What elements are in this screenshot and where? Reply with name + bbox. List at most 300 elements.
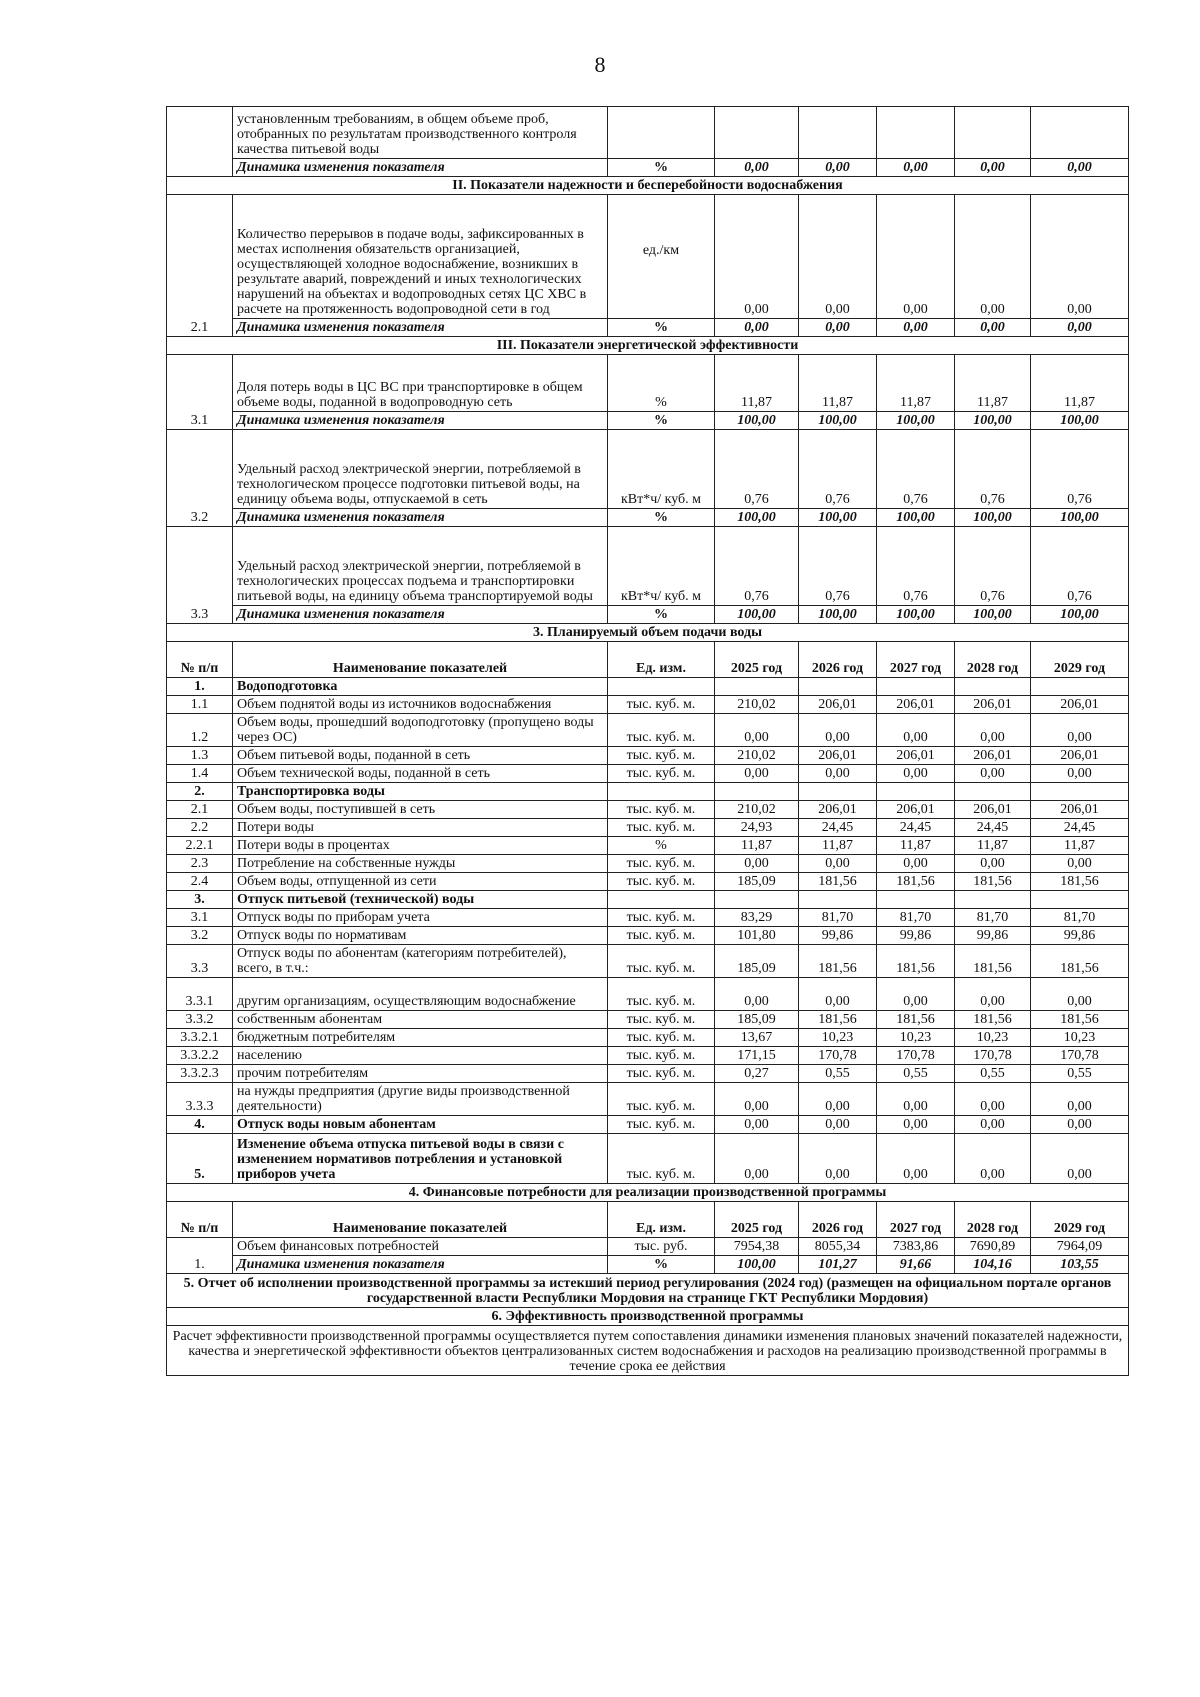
unit-cell — [608, 891, 715, 909]
value-cell: 0,76 — [877, 430, 955, 509]
unit-cell: тыс. куб. м. — [608, 1029, 715, 1047]
row-number: 3.1 — [167, 355, 233, 430]
value-cell — [1031, 678, 1129, 696]
row-number: 2.3 — [167, 855, 233, 873]
value-cell: 0,55 — [955, 1065, 1031, 1083]
row-number: 1. — [167, 1238, 233, 1274]
value-cell: 10,23 — [877, 1029, 955, 1047]
value-cell: 0,00 — [955, 714, 1031, 747]
value-cell — [1031, 783, 1129, 801]
value-cell: 0,00 — [1031, 765, 1129, 783]
data-row — [167, 1011, 1129, 1029]
value-cell: 170,78 — [1031, 1047, 1129, 1065]
data-row — [167, 696, 1129, 714]
dynamics-unit: % — [608, 509, 715, 527]
value-cell: 181,56 — [877, 873, 955, 891]
value-cell: 206,01 — [799, 801, 877, 819]
value-cell: 7383,86 — [877, 1238, 955, 1256]
section-title: II. Показатели надежности и бесперебойности водоснабжения — [167, 177, 1129, 195]
value-cell: 83,29 — [715, 909, 799, 927]
unit-cell: тыс. куб. м. — [608, 1083, 715, 1116]
row-number: 3.3.2 — [167, 1011, 233, 1029]
value-cell: 206,01 — [955, 747, 1031, 765]
value-cell: 181,56 — [955, 945, 1031, 978]
empty-cell — [799, 107, 877, 159]
value-cell: 10,23 — [955, 1029, 1031, 1047]
unit-cell: тыс. куб. м. — [608, 978, 715, 1011]
value-cell: 7954,38 — [715, 1238, 799, 1256]
efficiency-text: Расчет эффективности производственной программы осуществляется путем сопоставления динамики изменения плановых значений показателей надежности, качества и энергетической эффективности объектов централизованных систем водоснабжения и расходов на реализацию производственной программы в течение срока ее действия — [167, 1326, 1129, 1376]
value-cell: 0,00 — [1031, 978, 1129, 1011]
dynamics-value: 103,55 — [1031, 1256, 1129, 1274]
value-cell: 0,76 — [799, 527, 877, 606]
unit-cell: тыс. куб. м. — [608, 714, 715, 747]
indicator-text: Отпуск воды по абонентам (категориям потребителей), всего, в т.ч.: — [233, 945, 608, 978]
value-cell: 206,01 — [877, 801, 955, 819]
section-title-row — [167, 337, 1129, 355]
value-cell — [877, 891, 955, 909]
data-row — [167, 765, 1129, 783]
data-row — [167, 978, 1129, 1011]
data-row — [167, 1238, 1129, 1256]
dynamics-row — [167, 319, 1129, 337]
value-cell: 0,00 — [715, 855, 799, 873]
indicator-text: населению — [233, 1047, 608, 1065]
value-cell: 181,56 — [799, 1011, 877, 1029]
value-cell: 0,00 — [715, 1134, 799, 1184]
unit-cell: тыс. куб. м. — [608, 696, 715, 714]
dynamics-row — [167, 159, 1129, 177]
indicator-text: на нужды предприятия (другие виды производственной деятельности) — [233, 1083, 608, 1116]
value-cell: 206,01 — [799, 696, 877, 714]
value-cell: 101,80 — [715, 927, 799, 945]
value-cell: 99,86 — [877, 927, 955, 945]
dynamics-unit: % — [608, 1256, 715, 1274]
group-row — [167, 783, 1129, 801]
column-header-row — [167, 1202, 1129, 1238]
header-unit: Ед. изм. — [608, 1202, 715, 1238]
value-cell — [1031, 891, 1129, 909]
row-number: 2.2.1 — [167, 837, 233, 855]
unit-cell: тыс. руб. — [608, 1238, 715, 1256]
value-cell: 206,01 — [1031, 696, 1129, 714]
value-cell: 0,76 — [715, 430, 799, 509]
group-row — [167, 891, 1129, 909]
dynamics-row — [167, 606, 1129, 624]
dynamics-value: 100,00 — [715, 1256, 799, 1274]
value-cell: 0,76 — [955, 527, 1031, 606]
header-unit: Ед. изм. — [608, 642, 715, 678]
value-cell: 0,00 — [955, 855, 1031, 873]
value-cell: 81,70 — [1031, 909, 1129, 927]
unit-cell — [608, 678, 715, 696]
value-cell: 0,00 — [799, 765, 877, 783]
indicator-text: Транспортировка воды — [233, 783, 608, 801]
dynamics-value: 100,00 — [1031, 412, 1129, 430]
unit-cell: тыс. куб. м. — [608, 855, 715, 873]
unit-cell: тыс. куб. м. — [608, 1011, 715, 1029]
header-year: 2029 год — [1031, 1202, 1129, 1238]
value-cell — [799, 783, 877, 801]
group-row — [167, 678, 1129, 696]
indicator-text: Удельный расход электрической энергии, потребляемой в технологическом процессе подготовки питьевой воды, на единицу объема воды, отпускаемой в сеть — [233, 430, 608, 509]
value-cell: 81,70 — [955, 909, 1031, 927]
value-cell: 0,00 — [1031, 1083, 1129, 1116]
data-row — [167, 945, 1129, 978]
value-cell: 0,55 — [799, 1065, 877, 1083]
value-cell: 0,00 — [877, 1083, 955, 1116]
value-cell: 0,00 — [715, 714, 799, 747]
dynamics-unit: % — [608, 319, 715, 337]
dynamics-value: 100,00 — [715, 606, 799, 624]
value-cell: 0,00 — [877, 1116, 955, 1134]
value-cell — [715, 783, 799, 801]
indicator-text: Объем воды, поступившей в сеть — [233, 801, 608, 819]
dynamics-unit: % — [608, 159, 715, 177]
dynamics-value: 100,00 — [799, 412, 877, 430]
value-cell: 0,00 — [799, 978, 877, 1011]
header-number: № п/п — [167, 642, 233, 678]
indicator-text: Потери воды в процентах — [233, 837, 608, 855]
dynamics-row — [167, 412, 1129, 430]
value-cell: 8055,34 — [799, 1238, 877, 1256]
indicator-text: Объем финансовых потребностей — [233, 1238, 608, 1256]
dynamics-value: 0,00 — [1031, 159, 1129, 177]
indicator-text: другим организациям, осуществляющим водоснабжение — [233, 978, 608, 1011]
indicator-text: Объем воды, отпущенной из сети — [233, 873, 608, 891]
dynamics-value: 91,66 — [877, 1256, 955, 1274]
indicator-row — [167, 430, 1129, 509]
unit-cell: тыс. куб. м. — [608, 873, 715, 891]
value-cell: 11,87 — [715, 837, 799, 855]
section-title-row — [167, 1308, 1129, 1326]
value-cell: 11,87 — [955, 837, 1031, 855]
data-row — [167, 747, 1129, 765]
row-number: 3.2 — [167, 927, 233, 945]
dynamics-value: 100,00 — [877, 509, 955, 527]
unit-cell: тыс. куб. м. — [608, 1134, 715, 1184]
value-cell: 206,01 — [877, 747, 955, 765]
page-number: 8 — [594, 52, 606, 77]
header-year: 2026 год — [799, 642, 877, 678]
empty-cell — [1031, 107, 1129, 159]
dynamics-value: 0,00 — [955, 319, 1031, 337]
value-cell: 0,00 — [799, 1116, 877, 1134]
report-row — [167, 1274, 1129, 1308]
indicator-text: Объем воды, прошедший водоподготовку (пропущено воды через ОС) — [233, 714, 608, 747]
row-number: 1.2 — [167, 714, 233, 747]
value-cell: 24,45 — [1031, 819, 1129, 837]
value-cell: 181,56 — [877, 1011, 955, 1029]
data-row — [167, 819, 1129, 837]
value-cell: 0,00 — [1031, 855, 1129, 873]
indicator-text: бюджетным потребителям — [233, 1029, 608, 1047]
unit-cell: кВт*ч/ куб. м — [608, 527, 715, 606]
value-cell: 0,76 — [877, 527, 955, 606]
row-number: 3.3.2.1 — [167, 1029, 233, 1047]
dynamics-value: 0,00 — [799, 319, 877, 337]
indicator-text: Потребление на собственные нужды — [233, 855, 608, 873]
efficiency-row — [167, 1326, 1129, 1376]
header-year: 2025 год — [715, 1202, 799, 1238]
value-cell: 0,00 — [1031, 195, 1129, 319]
row-number: 1.4 — [167, 765, 233, 783]
row-number: 3.3 — [167, 527, 233, 624]
empty-cell — [877, 107, 955, 159]
value-cell: 11,87 — [877, 355, 955, 412]
unit-cell: % — [608, 837, 715, 855]
data-row — [167, 873, 1129, 891]
header-name: Наименование показателей — [233, 642, 608, 678]
dynamics-value: 0,00 — [955, 159, 1031, 177]
value-cell: 181,56 — [1031, 945, 1129, 978]
dynamics-value: 101,27 — [799, 1256, 877, 1274]
data-row — [167, 927, 1129, 945]
unit-cell: тыс. куб. м. — [608, 801, 715, 819]
value-cell: 11,87 — [799, 837, 877, 855]
unit-cell: % — [608, 355, 715, 412]
value-cell: 7964,09 — [1031, 1238, 1129, 1256]
dynamics-value: 100,00 — [799, 606, 877, 624]
value-cell: 0,00 — [1031, 1134, 1129, 1184]
dynamics-value: 0,00 — [877, 159, 955, 177]
value-cell — [955, 783, 1031, 801]
indicator-text: Удельный расход электрической энергии, потребляемой в технологических процессах подъема и транспортировки питьевой воды, на единицу объема транспортируемой воды — [233, 527, 608, 606]
section-title-row — [167, 624, 1129, 642]
indicator-row — [167, 355, 1129, 412]
indicator-text: собственным абонентам — [233, 1011, 608, 1029]
indicator-text: Отпуск питьевой (технической) воды — [233, 891, 608, 909]
row-number: 3.3.2.2 — [167, 1047, 233, 1065]
report-text: 5. Отчет об исполнении производственной программы за истекший период регулирования (2024 год) (размещен на официальном портале органов государственной власти Республики Мордовия на странице ГКТ Республики Мордовия) — [167, 1274, 1129, 1308]
dynamics-unit: % — [608, 606, 715, 624]
value-cell: 99,86 — [955, 927, 1031, 945]
unit-cell: тыс. куб. м. — [608, 765, 715, 783]
value-cell: 0,55 — [877, 1065, 955, 1083]
dynamics-label: Динамика изменения показателя — [233, 606, 608, 624]
value-cell: 11,87 — [715, 355, 799, 412]
indicator-row — [167, 527, 1129, 606]
column-header-row — [167, 642, 1129, 678]
data-row — [167, 855, 1129, 873]
value-cell: 171,15 — [715, 1047, 799, 1065]
value-cell: 0,76 — [799, 430, 877, 509]
row-number: 3. — [167, 891, 233, 909]
header-name: Наименование показателей — [233, 1202, 608, 1238]
unit-cell: тыс. куб. м. — [608, 1065, 715, 1083]
indicator-text: Отпуск воды по приборам учета — [233, 909, 608, 927]
value-cell: 0,00 — [955, 1116, 1031, 1134]
section-title-row — [167, 177, 1129, 195]
dynamics-value: 100,00 — [715, 412, 799, 430]
value-cell — [715, 891, 799, 909]
value-cell: 0,76 — [715, 527, 799, 606]
value-cell: 0,00 — [1031, 714, 1129, 747]
section-title: 3. Планируемый объем подачи воды — [167, 624, 1129, 642]
value-cell: 0,00 — [1031, 1116, 1129, 1134]
value-cell: 11,87 — [799, 355, 877, 412]
unit-cell: тыс. куб. м. — [608, 819, 715, 837]
indicator-text: Доля потерь воды в ЦС ВС при транспортировке в общем объеме воды, поданной в водопроводную сеть — [233, 355, 608, 412]
value-cell — [799, 678, 877, 696]
dynamics-value: 100,00 — [715, 509, 799, 527]
row-number: 1.3 — [167, 747, 233, 765]
empty-cell — [608, 107, 715, 159]
value-cell: 0,00 — [715, 195, 799, 319]
value-cell: 181,56 — [799, 873, 877, 891]
value-cell: 185,09 — [715, 945, 799, 978]
value-cell: 185,09 — [715, 873, 799, 891]
value-cell: 99,86 — [1031, 927, 1129, 945]
value-cell: 0,00 — [715, 765, 799, 783]
value-cell: 210,02 — [715, 801, 799, 819]
dynamics-value: 100,00 — [955, 412, 1031, 430]
value-cell — [877, 678, 955, 696]
data-row — [167, 714, 1129, 747]
production-program-table — [166, 106, 1129, 1376]
value-cell: 206,01 — [1031, 801, 1129, 819]
dynamics-value: 104,16 — [955, 1256, 1031, 1274]
row-number: 2. — [167, 783, 233, 801]
data-row — [167, 837, 1129, 855]
data-row — [167, 909, 1129, 927]
continuation-row — [167, 107, 1129, 159]
row-number: 1. — [167, 678, 233, 696]
value-cell: 0,00 — [799, 1134, 877, 1184]
dynamics-value: 100,00 — [877, 606, 955, 624]
value-cell: 210,02 — [715, 696, 799, 714]
value-cell: 24,45 — [955, 819, 1031, 837]
value-cell: 81,70 — [799, 909, 877, 927]
row-number: 1.1 — [167, 696, 233, 714]
dynamics-value: 100,00 — [955, 606, 1031, 624]
dynamics-value: 0,00 — [877, 319, 955, 337]
value-cell: 206,01 — [799, 747, 877, 765]
row-number: 2.1 — [167, 801, 233, 819]
indicator-text: Объем технической воды, поданной в сеть — [233, 765, 608, 783]
dynamics-label: Динамика изменения показателя — [233, 159, 608, 177]
value-cell — [955, 678, 1031, 696]
dynamics-label: Динамика изменения показателя — [233, 1256, 608, 1274]
header-year: 2028 год — [955, 642, 1031, 678]
row-number: 3.3 — [167, 945, 233, 978]
value-cell: 181,56 — [799, 945, 877, 978]
value-cell: 210,02 — [715, 747, 799, 765]
value-cell: 0,00 — [799, 855, 877, 873]
dynamics-value: 0,00 — [715, 319, 799, 337]
indicator-text: Отпуск воды по нормативам — [233, 927, 608, 945]
unit-cell: тыс. куб. м. — [608, 945, 715, 978]
value-cell: 0,00 — [715, 1116, 799, 1134]
value-cell — [955, 891, 1031, 909]
value-cell: 11,87 — [877, 837, 955, 855]
unit-cell: тыс. куб. м. — [608, 927, 715, 945]
indicator-text: Изменение объема отпуска питьевой воды в связи с изменением нормативов потребления и установкой приборов учета — [233, 1134, 608, 1184]
dynamics-value: 0,00 — [715, 159, 799, 177]
indicator-text: прочим потребителям — [233, 1065, 608, 1083]
value-cell: 10,23 — [1031, 1029, 1129, 1047]
dynamics-value: 100,00 — [1031, 509, 1129, 527]
value-cell: 0,00 — [715, 978, 799, 1011]
row-number: 3.3.2.3 — [167, 1065, 233, 1083]
value-cell: 0,76 — [1031, 430, 1129, 509]
unit-cell: ед./км — [608, 195, 715, 319]
value-cell: 181,56 — [1031, 1011, 1129, 1029]
data-row — [167, 1047, 1129, 1065]
value-cell: 24,45 — [877, 819, 955, 837]
row-number: 2.2 — [167, 819, 233, 837]
indicator-text: установленным требованиям, в общем объеме проб, отобранных по результатам производственного контроля качества питьевой воды — [233, 107, 608, 159]
value-cell: 81,70 — [877, 909, 955, 927]
value-cell: 0,00 — [877, 195, 955, 319]
dynamics-row — [167, 509, 1129, 527]
value-cell: 0,76 — [955, 430, 1031, 509]
section-title-row — [167, 1184, 1129, 1202]
data-row — [167, 1065, 1129, 1083]
header-number: № п/п — [167, 1202, 233, 1238]
indicator-text: Объем поднятой воды из источников водоснабжения — [233, 696, 608, 714]
value-cell: 13,67 — [715, 1029, 799, 1047]
row-number: 2.1 — [167, 195, 233, 337]
indicator-text: Отпуск воды новым абонентам — [233, 1116, 608, 1134]
value-cell: 0,76 — [1031, 527, 1129, 606]
value-cell: 206,01 — [955, 801, 1031, 819]
header-year: 2029 год — [1031, 642, 1129, 678]
value-cell: 0,00 — [955, 765, 1031, 783]
row-number: 5. — [167, 1134, 233, 1184]
value-cell: 24,93 — [715, 819, 799, 837]
value-cell — [715, 678, 799, 696]
value-cell: 181,56 — [955, 873, 1031, 891]
unit-cell: тыс. куб. м. — [608, 1116, 715, 1134]
row-number: 2.4 — [167, 873, 233, 891]
row-number: 4. — [167, 1116, 233, 1134]
section-title: III. Показатели энергетической эффективности — [167, 337, 1129, 355]
value-cell: 170,78 — [877, 1047, 955, 1065]
indicator-row — [167, 195, 1129, 319]
row-number: 3.3.1 — [167, 978, 233, 1011]
empty-cell — [955, 107, 1031, 159]
dynamics-label: Динамика изменения показателя — [233, 319, 608, 337]
value-cell: 11,87 — [955, 355, 1031, 412]
data-row — [167, 801, 1129, 819]
section-title: 6. Эффективность производственной программы — [167, 1308, 1129, 1326]
value-cell: 0,00 — [955, 1083, 1031, 1116]
dynamics-value: 100,00 — [955, 509, 1031, 527]
dynamics-unit: % — [608, 412, 715, 430]
header-year: 2025 год — [715, 642, 799, 678]
value-cell: 0,00 — [877, 765, 955, 783]
value-cell: 181,56 — [877, 945, 955, 978]
row-number: 3.1 — [167, 909, 233, 927]
value-cell: 0,00 — [955, 195, 1031, 319]
header-year: 2028 год — [955, 1202, 1031, 1238]
section-title: 4. Финансовые потребности для реализации производственной программы — [167, 1184, 1129, 1202]
value-cell — [877, 783, 955, 801]
value-cell: 181,56 — [1031, 873, 1129, 891]
value-cell: 0,00 — [799, 1083, 877, 1116]
dynamics-value: 100,00 — [1031, 606, 1129, 624]
dynamics-value: 100,00 — [799, 509, 877, 527]
unit-cell: кВт*ч/ куб. м — [608, 430, 715, 509]
indicator-text: Потери воды — [233, 819, 608, 837]
unit-cell — [608, 783, 715, 801]
value-cell: 11,87 — [1031, 355, 1129, 412]
row-number: 3.3.3 — [167, 1083, 233, 1116]
unit-cell: тыс. куб. м. — [608, 909, 715, 927]
value-cell: 0,00 — [955, 1134, 1031, 1184]
value-cell: 170,78 — [955, 1047, 1031, 1065]
